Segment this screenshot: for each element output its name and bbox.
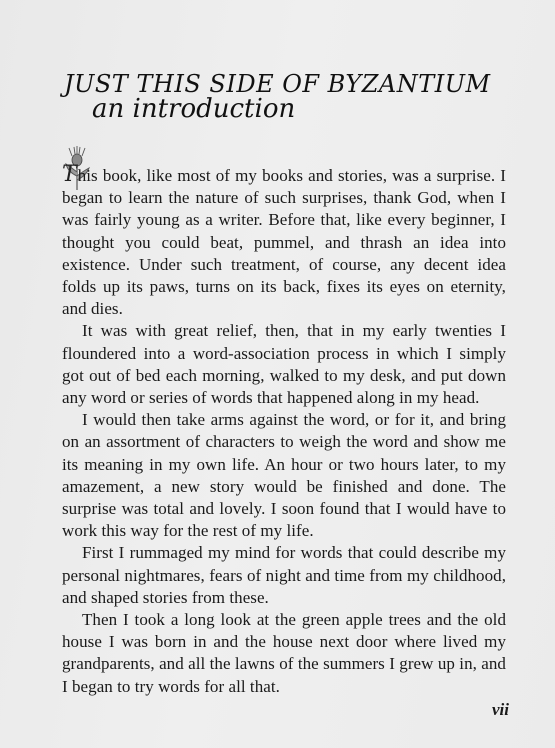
- drop-cap: T: [62, 162, 77, 187]
- body-text: [62, 164, 506, 698]
- paragraph-4: First I rummaged my mind for words that could describe my personal nightmares, fears of night and time from my childhood, and shaped stories from these.: [62, 543, 506, 607]
- chapter-subtitle: an introduction: [92, 94, 296, 124]
- page-number: vii: [492, 700, 509, 719]
- paragraph-3: I would then take arms against the word, or for it, and bring on an assortment of characters to weigh the word and show me its meaning in my own life. An hour or two hours later, to my amazement, a new story would be finished and done. The surprise was total and lovely. I soon found that I would have to work this way for the rest of my life.: [62, 410, 506, 541]
- paragraph-2: It was with great relief, then, that in my early twenties I floundered into a word-association process in which I simply got out of bed each morning, walked to my desk, and put down any word or series of words that happened along in my head.: [62, 321, 506, 408]
- chapter-title: JUST THIS SIDE OF BYZANTIUM: [64, 70, 491, 98]
- paragraph-1: [62, 164, 506, 320]
- paragraph-5: Then I took a long look at the green apple trees and the old house I was born in and the house next door where lived my grandparents, and all the lawns of the summers I grew up in, and I began to try words for all that.: [62, 610, 506, 696]
- paragraph-1-text: his book, like most of my books and stories, was a surprise. I began to learn the nature of such surprises, thank God, when I was fairly young as a writer. Before that, like every beginner, I thought you could beat, pummel, and thrash an idea into existence. Under such treatment, of course, any decent idea folds up its paws, turns on its back, fixes its eyes on eternity, and dies.: [62, 166, 506, 319]
